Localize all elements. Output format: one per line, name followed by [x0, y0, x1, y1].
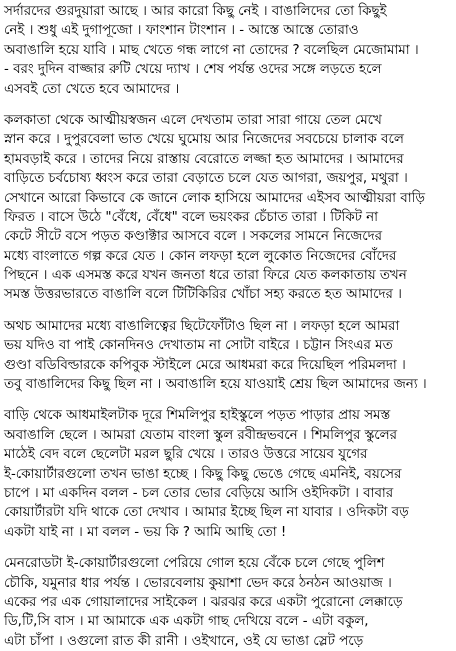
text-line: সমস্ত উত্তরভারতে বাঙালি বলে টিটিকিরির খোঁচা সহ্য করতে হত আমাদের । — [4, 287, 402, 303]
paragraph-2 — [4, 111, 450, 305]
text-line: চৌকি, যমুনার ধার পর্যন্ত । ভোরবেলায় কুয়াশা ভেদ করে ঠনঠন আওয়াজ । — [4, 575, 392, 591]
text-line: মধ্যে বাংলাতে গল্প করে যেত । কোন লফড়া হলে লুকোত নিজেদের বোঁদের — [4, 248, 397, 264]
text-line: অবাঙালি হয়ে যাবি । মাছ খেতে গন্ধ লাগে না তোদের ? বলেছিল মেজোমামা । — [4, 42, 419, 58]
text-line: ফিরত । বাসে উঠে "বেঁধে, বেঁধে" বলে ভয়ংকর চেঁচাত তারা । টিকিট না — [4, 209, 379, 225]
text-line: একটা যাই না । মা বলল - ভয় কি ? আমি আছি তো ! — [4, 524, 287, 540]
text-line: সর্দারদের গুরদুয়ারা আছে । আর কারো কিছু নেই । বাঙালিদের তো কিছুই — [4, 4, 387, 19]
text-line: বাড়ি থেকে আধমাইলটাক দূরে শিমলিপুর হাইস্কুলে পড়ত পাড়ার প্রায় সমস্ত — [4, 408, 391, 424]
text-line: অবাঙালি ছেলে । আমরা যেতাম বাংলা স্কুল রবীন্দ্রভবনে । শিমলিপুর স্কুলের — [4, 427, 398, 443]
paragraph-5 — [4, 554, 450, 651]
text-line: স্নান করে । দুপুরবেলা ভাত খেয়ে ঘুমোয় আর নিজেদের সবচেয়ে চালাক বলে — [4, 132, 404, 148]
paragraph-4 — [4, 406, 450, 542]
text-line: কলকাতা থেকে আত্মীয়স্বজন এলে দেখতাম তারা সারা গায়ে তেল মেখে — [4, 112, 382, 128]
text-line: ই-কোয়ার্টারগুলো তখন ভাঙা হচ্ছে । কিছু কিছু ভেঙে গেছে এমনিই, বয়সের — [4, 466, 402, 482]
text-line: ডি,টি,সি বাস । মা আমাকে এক একটা গাছ দেখিয়ে বলে - এটা বকুল, — [4, 614, 369, 630]
text-line: গুণ্ডা বডিবিল্ডারকে কপিবুক স্টাইলে মেরে আধমরা করে দিয়েছিল পরিমলদা । — [4, 357, 406, 373]
text-line: নেই । শুধু এই দুগাপূজো । ফাংশান টাংশান । - আস্তে আস্তে তোরাও — [4, 23, 359, 39]
text-line: ভয় যদিও বা পাই কোনদিনও দেখাতাম না সোটা বাইরে । চট্টান সিংএর মত — [4, 338, 393, 354]
text-line: এসবই তো খেতে হবে আমাদের । — [4, 81, 180, 97]
text-line: তবু বাঙালিদের কিছু ছিল না । অবাঙালি হয়ে যাওয়াই শ্রেয় ছিল আমাদের জন্য । — [4, 377, 427, 393]
text-line: অথচ আমাদের মধ্যে বাঙালিত্বের ছিটেফোঁটাও ছিল না । লফড়া হলে আমরা — [4, 318, 400, 334]
text-line: কেটে সীটে বসে পড়ত কণ্ডাক্টার আসবে বলে । সকলের সামনে নিজেদের — [4, 229, 383, 245]
text-line: হামবড়াই করে । তাদের নিয়ে রাস্তায় বেরোতে লজ্জা হত আমাদের । আমাদের — [4, 151, 404, 167]
text-line: - বরং দুদিন বাজ্জার রুটি খেয়ে দ্যাখ । শেষ পর্যন্ত ওদের সঙ্গে লড়তে হলে — [4, 62, 382, 78]
text-line: কোয়ার্টারটা যদি থাকে তো দেখাব । আমার ইচ্ছে ছিল না যাবার । ওদিকটা বড় — [4, 505, 409, 521]
text-line: একের পর এক গোয়ালাদের সাইকেল । ঝরঝর করে একটা পুরোনো লেক্কাড়ে — [4, 594, 403, 610]
text-line: বাড়িতে চর্বচোষ্য ধ্বংস করে তারা বেড়াতে চলে যেত আগরা, জয়পুর, মথুরা । — [4, 171, 408, 187]
text-line: পিছনে । এক এসমস্ত করে যখন জনতা ধরে তারা ফিরে যেত কলকাতায় তখন — [4, 268, 407, 284]
text-line: চাপে । মা একদিন বলল - চল তোর ভোর বেড়িয়ে আসি ওইদিকটা । বাবার — [4, 485, 394, 501]
text-line: মাঠেই বেদ বলে ছেলেটা মরল ছুরি খেয়ে । তারও উত্তরে সায়েব যুগের — [4, 447, 368, 463]
paragraph-1 — [4, 2, 450, 99]
text-line: মেনরোডটা ই-কোয়ার্টারগুলো পেরিয়ে গোল হয়ে বেঁকে চলে গেছে পুলিশ — [4, 556, 385, 572]
paragraph-3 — [4, 317, 450, 395]
text-line: এটা চাঁপা । ওগুলো রাত কী রানী । ওইখানে, ওই যে ভাঙা স্লেট পড়ে — [4, 633, 364, 649]
text-line: সেখানে আরো কিভাবে কে জানে লোক হাসিয়ে আমাদের এইসব আত্মীয়রা বাড়ি — [4, 190, 425, 206]
